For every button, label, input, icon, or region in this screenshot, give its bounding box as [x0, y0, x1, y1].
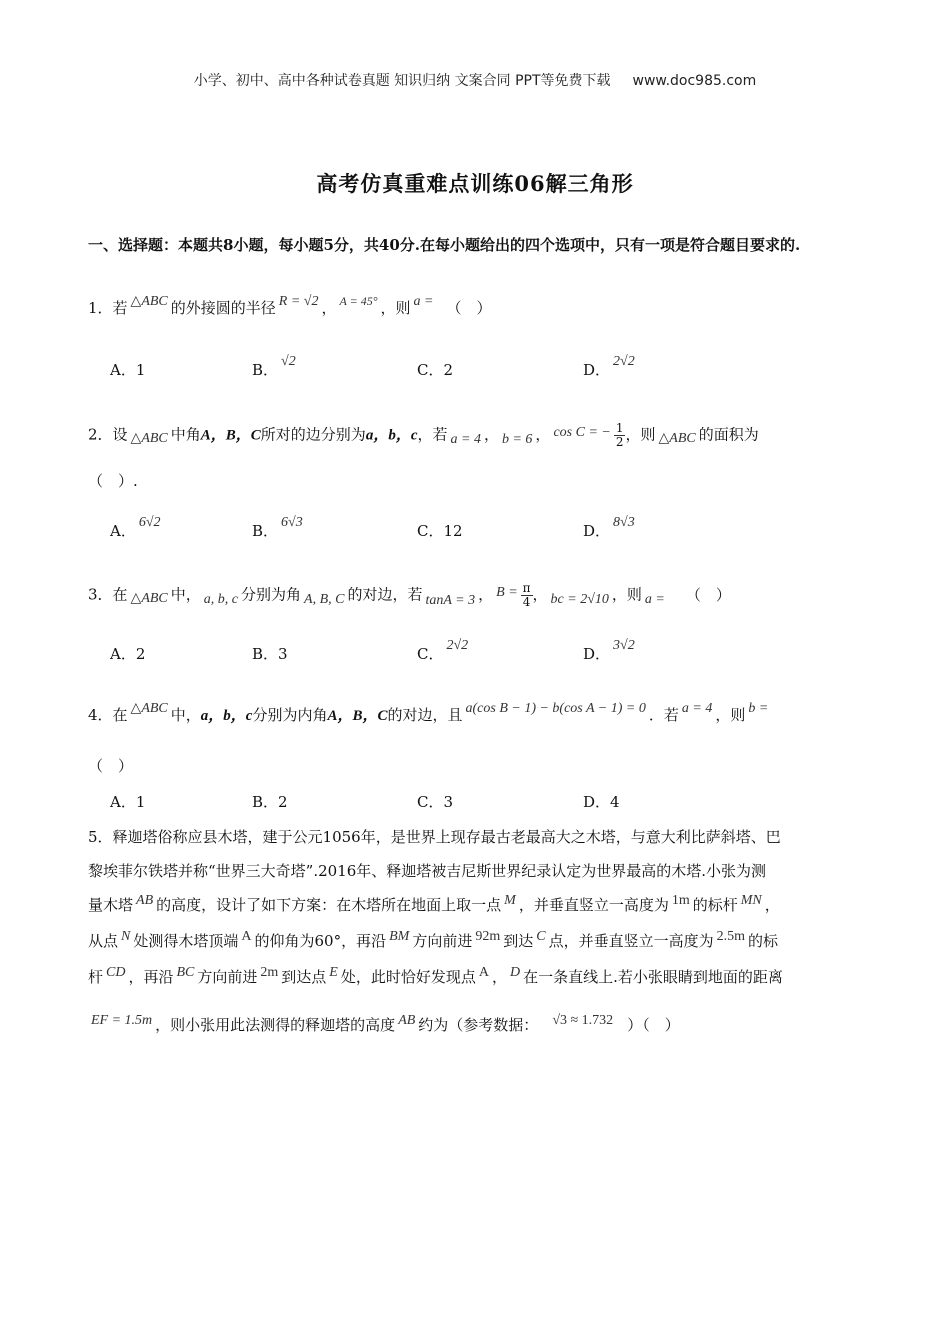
- q4-option-d[interactable]: [583, 791, 620, 812]
- q2-option-c[interactable]: [417, 520, 463, 541]
- q1-math-radius: R = √2: [278, 294, 319, 309]
- q3-math-triangle: △ABC: [130, 590, 168, 606]
- option-value: 3√2: [613, 638, 635, 653]
- q5-math: √3 ≈ 1.732: [552, 1013, 614, 1028]
- q2-option-d[interactable]: [583, 515, 638, 541]
- option-label: C．: [417, 522, 444, 540]
- q2-text: ，则: [625, 425, 656, 444]
- fraction-denominator: 2: [615, 435, 624, 449]
- q3-text: ，则: [611, 585, 642, 604]
- q4-text: 的对边，且: [387, 706, 463, 724]
- q5-text: 从点: [88, 932, 119, 950]
- q5-math: BC: [176, 965, 195, 980]
- fraction-numerator: 1: [615, 421, 624, 435]
- q5-text: ，并垂直竖立一高度为: [518, 896, 669, 914]
- option-value: 6√2: [138, 515, 161, 530]
- q3-option-d[interactable]: [583, 638, 638, 664]
- q5-line: [88, 888, 868, 924]
- q4-option-b[interactable]: [252, 791, 288, 812]
- q5-line: [88, 924, 868, 960]
- q4-angles: A，B，C: [327, 708, 388, 724]
- q5-math: EF = 1.5m: [91, 1013, 153, 1028]
- q2-option-a[interactable]: [110, 515, 164, 541]
- option-value: 8√3: [613, 515, 635, 530]
- option-value: 2: [443, 361, 454, 379]
- option-label: A．: [110, 522, 136, 540]
- q4-sides: a，b，c: [200, 708, 253, 724]
- question-4: [88, 701, 868, 725]
- q5-text: 的仰角为60°，再沿: [254, 932, 387, 950]
- q4-text: 分别为内角: [252, 706, 328, 724]
- fraction-numerator: π: [522, 581, 531, 595]
- q5-math: 1m: [671, 893, 690, 908]
- q1-text: 1．若: [88, 299, 128, 317]
- q5-math: N: [121, 929, 131, 944]
- q5-math: 2.5m: [716, 929, 745, 944]
- q5-text: ，再沿: [128, 968, 174, 986]
- question-1: [88, 294, 868, 318]
- q4-text: ．若: [648, 706, 679, 724]
- question-2: [88, 422, 868, 449]
- q5-text: 的高度，设计了如下方案：在木塔所在地面上取一点: [156, 896, 502, 914]
- q2-math-b: b = 6: [501, 431, 533, 447]
- q3-option-c[interactable]: [417, 638, 471, 664]
- q5-math: AB: [398, 1013, 416, 1028]
- q5-text: 量木塔: [88, 896, 134, 914]
- q3-text: ，: [532, 585, 548, 604]
- q5-math: CD: [106, 965, 126, 980]
- q5-math: 2m: [260, 965, 279, 980]
- q2-text: ，: [483, 425, 499, 444]
- q5-math: D: [510, 965, 521, 980]
- q1-option-a[interactable]: [110, 359, 145, 380]
- q2-option-b[interactable]: [252, 515, 306, 541]
- option-value: 1: [135, 793, 146, 811]
- q5-text: ，: [492, 968, 508, 986]
- q5-math: 92m: [475, 929, 501, 944]
- q3-text: 分别为角: [241, 585, 302, 604]
- q3-math-bc: bc = 2√10: [550, 591, 609, 607]
- option-label: A．: [110, 361, 136, 379]
- q5-text: 点，并垂直竖立一高度为: [548, 932, 714, 950]
- q3-math-tan: tanA = 3: [425, 592, 476, 608]
- q5-text: 处，此时恰好发现点: [340, 968, 476, 986]
- q1-option-b[interactable]: [252, 354, 299, 380]
- section-heading: 一、选择题：本题共8小题，每小题5分，共40分.在每小题给出的四个选项中，只有一项是符合题目要求的.: [88, 236, 801, 254]
- q5-math: C: [536, 929, 546, 944]
- q1-text: 的外接圆的半径: [170, 299, 276, 317]
- q5-text: ，: [764, 896, 780, 914]
- option-label: B．: [252, 645, 279, 663]
- q3-option-a[interactable]: [110, 643, 145, 664]
- q5-text: 到达: [503, 932, 534, 950]
- question-5: [88, 820, 868, 1044]
- q2-text: 2．设: [88, 425, 128, 444]
- q2-fraction: [614, 422, 626, 449]
- q2-math-triangle-2: △ABC: [658, 430, 696, 446]
- q2-paren: （ ）.: [88, 472, 138, 490]
- q5-math: A: [241, 929, 252, 944]
- q3-paren: （ ）: [685, 585, 731, 604]
- q4-option-c[interactable]: [417, 791, 453, 812]
- page-title: 高考仿真重难点训练06解三角形: [316, 171, 634, 196]
- option-value: 3: [278, 645, 288, 663]
- q5-text: ，则小张用此法测得的释迦塔的高度: [155, 1016, 396, 1034]
- option-label: B．: [252, 361, 279, 379]
- q4-text: 中，: [170, 706, 201, 724]
- q5-math: BM: [389, 929, 410, 944]
- q1-option-d[interactable]: [583, 354, 638, 380]
- option-label: D．: [583, 522, 611, 540]
- q4-math-equation: a(cos B − 1) − b(cos A − 1) = 0: [465, 701, 646, 716]
- q1-math-a: a =: [413, 294, 434, 309]
- banner-site[interactable]: www.doc985.com: [632, 73, 757, 89]
- option-value: 2: [135, 645, 146, 663]
- q5-text: 方向前进: [197, 968, 258, 986]
- q4-option-a[interactable]: [110, 791, 145, 812]
- q3-math-angles: A, B, C: [304, 591, 345, 607]
- q4-math-b: b =: [748, 701, 769, 716]
- option-label: B．: [252, 793, 279, 811]
- option-label: A．: [110, 793, 136, 811]
- q5-text: 的标: [747, 932, 778, 950]
- q2-text: ，若: [417, 425, 448, 444]
- q3-text: 3．在: [88, 585, 128, 604]
- q3-text: 中，: [170, 585, 201, 604]
- q4-paren: （ ）: [88, 757, 134, 775]
- q5-math: A: [478, 965, 489, 980]
- q2-math-triangle: △ABC: [130, 430, 168, 446]
- option-value: 2: [278, 793, 288, 811]
- q5-text: 的标杆: [692, 896, 738, 914]
- q5-text: 杆: [88, 968, 104, 986]
- q5-text: 约为（参考数据：: [418, 1016, 539, 1034]
- q1-option-c[interactable]: [417, 359, 453, 380]
- option-label: B．: [252, 522, 279, 540]
- q5-text: 到达点: [281, 968, 327, 986]
- option-label: A．: [110, 645, 136, 663]
- q1-paren: （ ）: [446, 299, 492, 317]
- q2-text: ，: [535, 425, 551, 444]
- q5-line: [88, 1008, 868, 1044]
- option-label: C．: [417, 361, 444, 379]
- q3-text: 的对边，若: [347, 585, 423, 604]
- option-label: D．: [583, 645, 611, 663]
- option-value: 6√3: [281, 515, 303, 530]
- q5-line: 黎埃菲尔铁塔并称“世界三大奇塔”.2016年、释迦塔被吉尼斯世界纪录认定为世界最高的木塔.小张为测: [88, 862, 767, 880]
- q3-fraction: [521, 582, 533, 609]
- option-value: 2√2: [446, 638, 469, 653]
- q5-text: 处测得木塔顶端: [133, 932, 239, 950]
- q5-math: AB: [136, 893, 154, 908]
- q3-option-b[interactable]: [252, 643, 288, 664]
- q2-text: 中角: [170, 425, 201, 444]
- q4-text: ，则: [715, 706, 746, 724]
- q5-text: 方向前进: [412, 932, 473, 950]
- option-label: D．: [583, 793, 611, 811]
- q1-text: ，: [321, 299, 337, 317]
- page-banner: [0, 70, 950, 90]
- q1-math-angle: A = 45°: [339, 294, 378, 308]
- q2-text: 所对的边分别为: [260, 425, 366, 444]
- q3-math-b: B =: [496, 584, 518, 600]
- q4-math-triangle: △ABC: [130, 701, 168, 716]
- q5-text: ）（ ）: [627, 1016, 680, 1034]
- q5-line: 5．释迦塔俗称应县木塔，建于公元1056年，是世界上现存最古老最高大之木塔，与意大利比萨斜塔、巴: [88, 828, 781, 846]
- option-label: C．: [417, 793, 444, 811]
- fraction-denominator: 4: [522, 595, 531, 609]
- option-value: 4: [610, 793, 620, 811]
- banner-text: 小学、初中、高中各种试卷真题 知识归纳 文案合同 PPT等免费下载: [193, 73, 611, 89]
- option-label: C．: [417, 645, 444, 663]
- option-value: 1: [135, 361, 146, 379]
- q4-text: 4．在: [88, 706, 128, 724]
- option-value: 2√2: [613, 354, 635, 369]
- q2-math-cos: cos C = −: [553, 424, 611, 440]
- q4-math-a: a = 4: [681, 701, 713, 716]
- question-3: [88, 582, 868, 609]
- q5-math: MN: [740, 893, 762, 908]
- q3-math-sides: a, b, c: [203, 591, 238, 607]
- option-label: D．: [583, 361, 611, 379]
- option-value: 3: [443, 793, 454, 811]
- q5-math: E: [329, 965, 338, 980]
- q2-sides: a，b，c: [365, 427, 418, 444]
- option-value: 12: [443, 522, 463, 540]
- q1-math-triangle: △ABC: [130, 294, 168, 309]
- q1-text: ，则: [380, 299, 411, 317]
- option-value: √2: [281, 354, 296, 369]
- q5-math: M: [504, 893, 516, 908]
- q3-math-a: a =: [644, 591, 665, 607]
- q5-line: [88, 960, 868, 996]
- q2-math-a: a = 4: [450, 431, 481, 447]
- q3-text: ，: [478, 585, 494, 604]
- q5-text: 在一条直线上.若小张眼睛到地面的距离: [523, 968, 783, 986]
- q2-text: 的面积为: [698, 425, 759, 444]
- q2-angles: A，B，C: [200, 427, 261, 444]
